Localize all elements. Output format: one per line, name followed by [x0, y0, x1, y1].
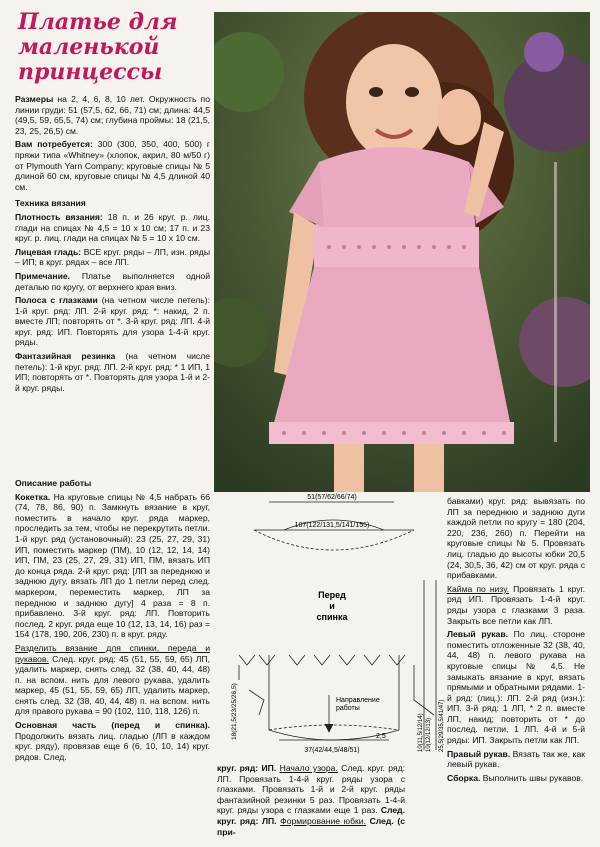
right-text-paragraph — [447, 496, 585, 581]
right-sleeve-label: Правый рукав. — [447, 748, 511, 759]
pattern-start-label: Начало узора. — [279, 763, 338, 773]
front-back-label-3: спинка — [316, 612, 348, 622]
right-height-label-1: 10(11,5/12/14) — [418, 713, 424, 752]
middle-text-3: След. круг. ряд: ЛП. — [217, 805, 405, 826]
split-paragraph — [15, 643, 210, 717]
gauge-paragraph — [15, 212, 210, 244]
skirt-label: Формирование юбки. — [280, 815, 366, 826]
bottom-width-label: 37(42/44,5/48/51) — [304, 747, 360, 754]
yoke-text: На круговые спицы № 4,5 набрать 66 (74, 78, 86, 90) п. Замкнуть вязание в круг, поместить в начало круг. ряда маркер, проследить за тем, чтобы не перекрутить петли. 1-й круг. ряд (установочный): 23 (25, 27, 29, 31) ИП, поместить маркер (ПМ), 10 (12, 12, 14, 14) ИП, ПМ, 23 (25, 27, 29, 31) ИП, ПМ, вязать ИП до конца ряда. 2-й круг. ряд: [ЛП за переднюю и заднюю дугу, вязать ЛП до 1 петли перед след. маркером, переместить маркер, ЛП за переднюю и заднюю дугу] 4 раза = 8 п. прибавлено. 3-й круг. ряд: ЛП. Повторить послед. 2 круг. ряда еще 10 (12, 13, 14, 16) раз = 154 (178, 190, 206, 230) п. в круг. ряду. — [15, 491, 210, 640]
materials-label: Вам потребуется: — [15, 139, 93, 150]
dress-schematic — [214, 490, 449, 760]
stockinette-label: Лицевая гладь: — [15, 246, 82, 257]
work-heading-p — [15, 478, 210, 489]
measures-text: Окружность по линии груди: 51 (57,5, 62, 66, 71) см; длина: 44,5 (49,5, 59, 65,5, 74) см; глубина проймы: 18 (21,5, 23, 25, 26,5) см. — [15, 94, 210, 136]
article-title: Платье для маленькой принцессы — [18, 9, 178, 85]
girl-in-pink-dress-illustration — [214, 12, 590, 492]
note-paragraph — [15, 271, 210, 292]
left-height-label: 18(21,5/23/25/26,5) — [231, 683, 238, 740]
work-column — [15, 478, 210, 765]
front-back-label-2: и — [329, 601, 335, 611]
note-label: Примечание. — [15, 270, 71, 281]
body-text: Продолжить вязать лиц. гладью (ЛП в каждом круг. ряду), провязав еще 6 (6, 10, 10, 14) круг. рядов. След. — [15, 730, 210, 762]
front-back-label-1: Перед — [318, 590, 346, 600]
right-sleeve-text: Вязать так же, как левый рукав. — [447, 748, 586, 770]
middle-column — [217, 763, 405, 840]
right-text-1: бавками) круг. ряд: вывязать по ЛП за переднюю и заднюю дуги каждой петли по кругу = 180 (204, 220, 236, 260) п. Перейти на круговые спицы № 5. Провязать лиц. гладью до высоты юбки 20,5 (24, 30,5, 36, 42) см от круг. ряда с прибавками. — [447, 496, 585, 581]
sizes-label: Размеры — [15, 94, 54, 104]
middle-paragraph — [217, 763, 405, 837]
top-width-label: 51(57/62/66/74) — [307, 494, 357, 501]
eyelet-label: Полоса с глазками — [15, 295, 98, 306]
left-sleeve-text: По лиц. стороне поместить отложенные 32 (38, 40, 44, 48) п. левого рукава на круговые спицы № 4,5. Не замыкать вязание в круг, вязать прямыми и обратными рядами. 1-й ряд: (лиц.): ЛП. 2-й ряд (изн.): ИП. 3-й ряд: 1 ЛП, * 2 п. вместе ЛП, накид; повторить от * до послед. петли, 1 ЛП. 4-й и 5-й ряды: ИП. Закрыть петли как ЛП. — [447, 629, 585, 746]
gauge-label: Плотность вязания: — [15, 211, 103, 222]
technique-heading: Техника вязания — [15, 198, 86, 209]
materials-text: 300 (300, 350, 400, 500) г пряжи типа «Whitney» (хлопок, акрил, 80 м/50 г) от Plymouth Yarn Company; круговые спицы № 5 длиной 60 см, круговые спицы № 4,5 длиной 40 см. — [15, 139, 210, 192]
yoke-paragraph — [15, 492, 210, 640]
note-text: Платье выполняется одной деталью по кругу, от верхнего края вниз. — [15, 270, 210, 292]
sizes-paragraph — [15, 94, 210, 136]
direction-label-1: Направление — [336, 697, 380, 704]
left-sleeve-label: Левый рукав. — [447, 629, 509, 640]
rib-label: Фантазийная резинка — [15, 351, 116, 362]
sizes-text: на 2, 4, 6, 8, 10 лет. — [57, 94, 145, 104]
middle-text-1: круг. ряд: ИП. — [217, 763, 277, 773]
hem-text: Провязать 1 круг. ряд ИП. Провязать 1-4-й круг. ряды узора с глазками 3 раза. Закрыть все петли как ЛП. — [447, 583, 585, 626]
direction-label-2: работы — [336, 705, 360, 712]
work-heading: Описание работы — [15, 478, 92, 488]
right-sleeve-paragraph — [447, 749, 585, 770]
hem-label: Кайма по низу. — [447, 583, 510, 594]
body-label: Основная часть (перед и спинка). — [15, 720, 210, 731]
assembly-paragraph — [447, 773, 585, 784]
assembly-label: Сборка. — [447, 772, 481, 783]
right-column — [447, 496, 585, 786]
eyelet-text: (на четном числе петель): 1-й круг. ряд: ЛП. 2-й круг. ряд: *: накид, 2 п. вместе ЛП; повторять от *. 3-й круг. ряд: ЛП. 4-й круг. ряд: ИП. Повторять для узора 1-4-й круг. ряды. — [15, 295, 210, 348]
left-sleeve-paragraph — [447, 629, 585, 746]
rib-text: (на четном числе петель): 1-й круг. ряд: ЛП. 2-й круг. ряд: * 1 ИП, 1 ИП; повторять от *. Повторять для узора 1-й и 2-й круг. ряды. — [15, 351, 211, 393]
assembly-text: Выполнить швы рукавов. — [482, 772, 584, 783]
split-text: След. круг. ряд: 45 (51, 55, 59, 65) ЛП, удалить маркер, снять след. 32 (38, 40, 44, 48) п. на вспом. нить для левого рукава, удалить маркер, 45 (51, 55, 59, 65) ЛП, удалить маркер, снять след. 32 (38, 40, 44, 48) п. на вспом. нить для правого рукава = 90 (102, 110, 118, 126) п. — [15, 653, 210, 717]
hem-paragraph — [447, 584, 585, 626]
middle-text-2: След. круг. ряд: ЛП. Провязать 1-4-й круг. ряды узора с глазками. Провязать 1-й и 2-й круг. ряды фантазийной резинки 5 раз. Провязать 1-4-й круг. ряды узора с глазками еще 1 раз. — [217, 763, 406, 816]
yoke-width-label: 107(122/131,5/141/155) — [294, 522, 370, 529]
middle-text-4: След. (с при- — [217, 815, 405, 837]
gauge-text: 18 п. и 26 круг. р. лиц. глади на спицах № 4,5 = 10 х 10 см; 17 п. и 23 круг. р. лиц. глади на спицах № 5 = 10 х 10 см. — [15, 211, 210, 244]
right-height-label-3: 25,5(29/35,5/41/47) — [439, 699, 445, 752]
body-paragraph — [15, 720, 210, 762]
right-height-label-2: 10(12/12/13) — [426, 717, 432, 752]
sleeve-height-label: 2,5 — [376, 733, 386, 740]
stockinette-paragraph — [15, 247, 210, 268]
stockinette-text: ВСЕ круг. ряды – ЛП, изн. ряды – ИП; в круг. рядах – все ЛП. — [15, 246, 211, 268]
eyelet-paragraph — [15, 295, 210, 348]
technique-heading-p — [15, 198, 210, 209]
yoke-label: Кокетка. — [15, 491, 51, 502]
materials-paragraph — [15, 139, 210, 192]
dress-photo — [214, 12, 590, 492]
intro-column — [15, 94, 210, 396]
rib-paragraph — [15, 351, 210, 393]
split-label: Разделить вязание для спинки, переда и рукавов. — [15, 642, 210, 664]
